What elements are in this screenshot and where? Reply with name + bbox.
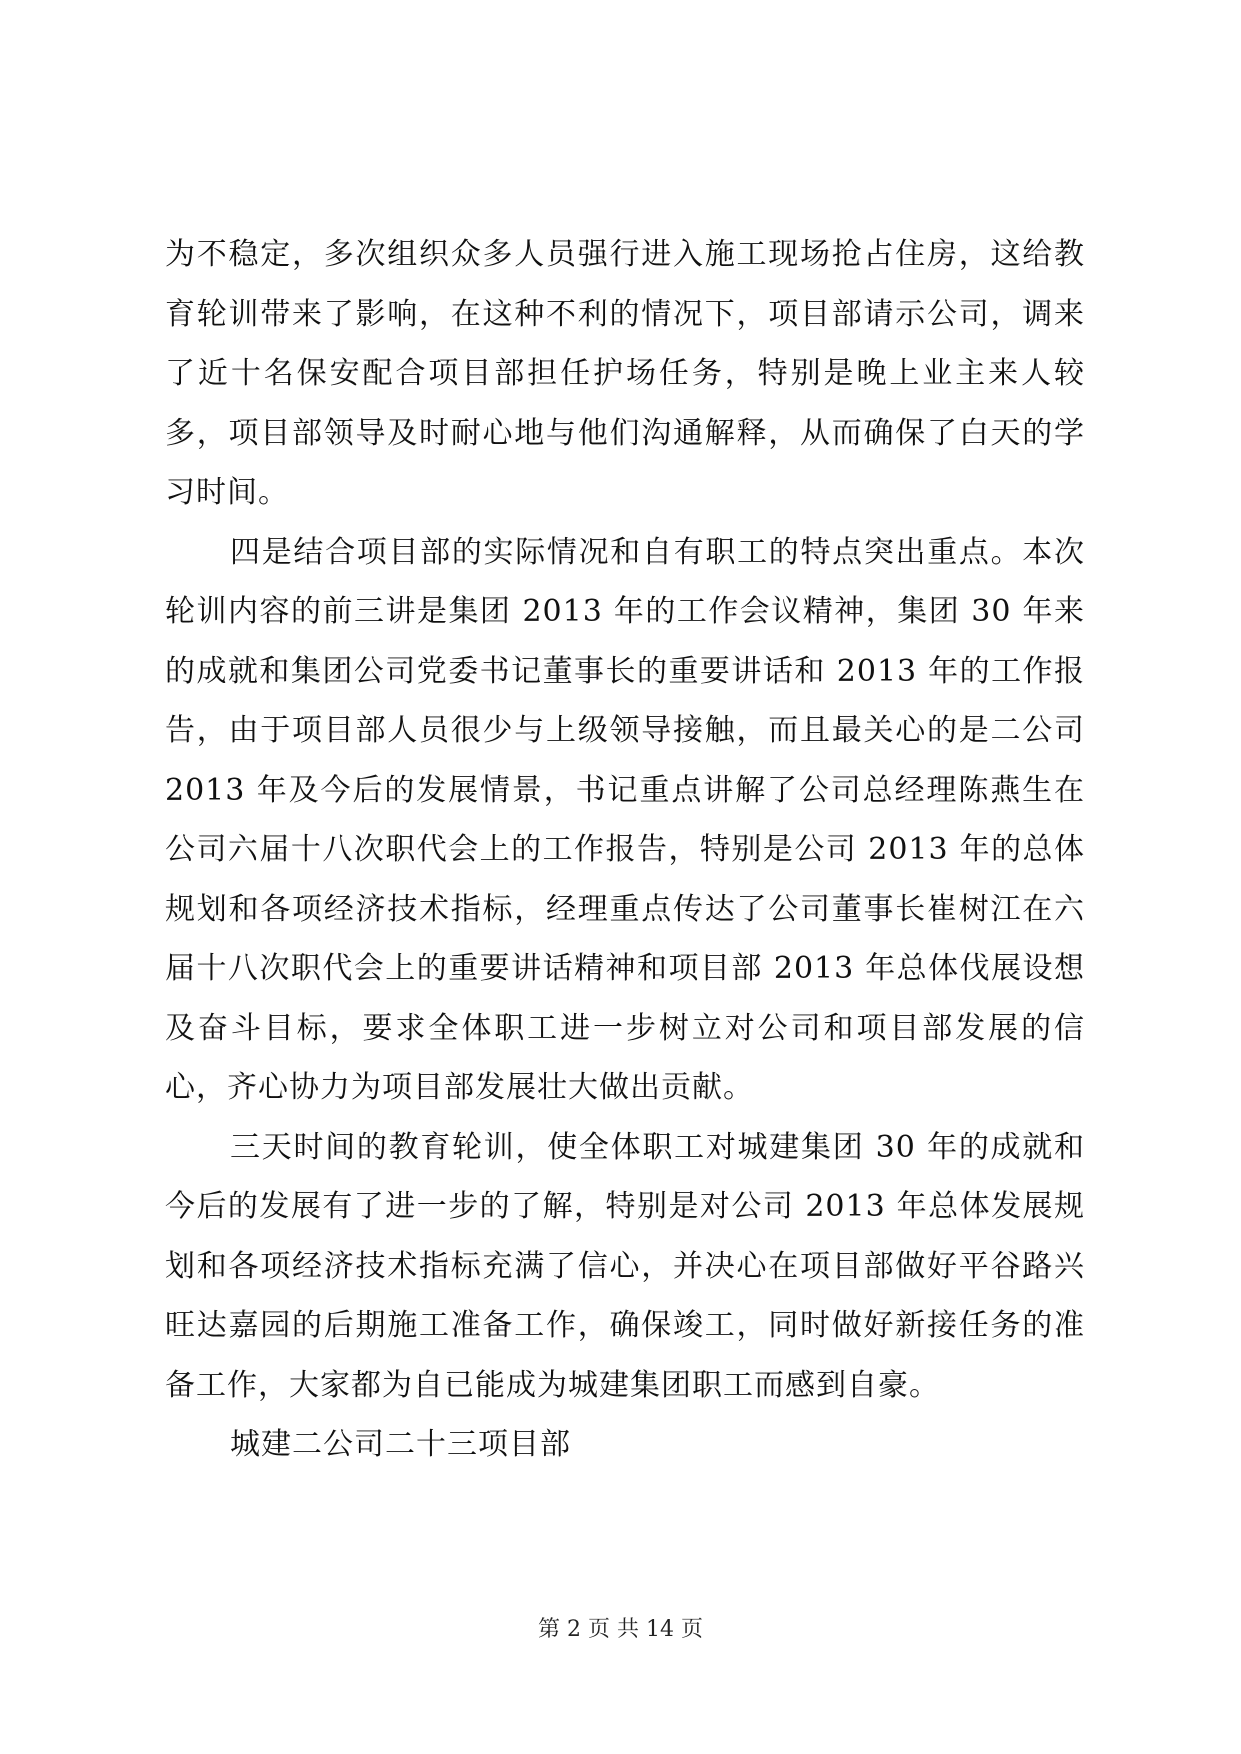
page-footer: 第 2 页 共 14 页 bbox=[538, 1617, 703, 1642]
body-text bbox=[165, 225, 1085, 1475]
paragraph-continuation: 为不稳定，多次组织众多人员强行进入施工现场抢占住房，这给教育轮训带来了影响，在这种不利的情况下，项目部请示公司，调来了近十名保安配合项目部担任护场任务，特别是晚上业主来人较多，项目部领导及时耐心地与他们沟通解释，从而确保了白天的学习时间。 bbox=[165, 237, 1085, 510]
paragraph-summary: 三天时间的教育轮训，使全体职工对城建集团 30 年的成就和今后的发展有了进一步的了解，特别是对公司 2013 年总体发展规划和各项经济技术指标充满了信心，并决心在项目部做好平谷路兴旺达嘉园的后期施工准备工作，确保竣工，同时做好新接任务的准备工作，大家都为自已能成为城建集团职工而感到自豪。 bbox=[165, 1129, 1085, 1403]
signature-line: 城建二公司二十三项目部 bbox=[230, 1427, 571, 1462]
paragraph-focus: 四是结合项目部的实际情况和自有职工的特点突出重点。本次轮训内容的前三讲是集团 2013 年的工作会议精神，集团 30 年来的成就和集团公司党委书记董事长的重要讲话和 2013 年的工作报告，由于项目部人员很少与上级领导接触，而且最关心的是二公司 2013 年及今后的发展情景，书记重点讲解了公司总经理陈燕生在公司六届十八次职代会上的工作报告，特别是公司 2013 年的总体规划和各项经济技术指标，经理重点传达了公司董事长崔树江在六届十八次职代会上的重要讲话精神和项目部 2013 年总体伐展设想及奋斗目标，要求全体职工进一步树立对公司和项目部发展的信心，齐心协力为项目部发展壮大做出贡献。 bbox=[165, 534, 1085, 1105]
